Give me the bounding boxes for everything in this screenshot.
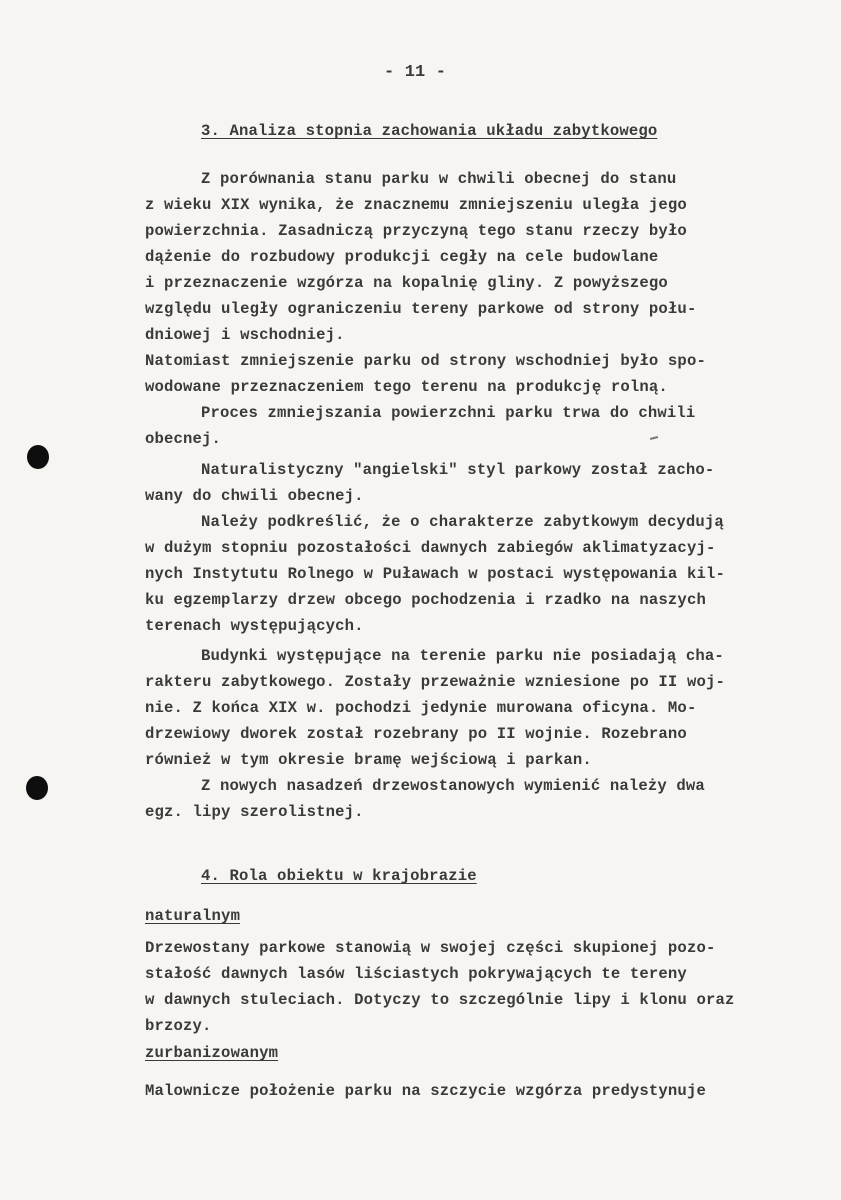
text-line: Drzewostany parkowe stanowią w swojej części skupionej pozo- — [145, 939, 716, 957]
text-line: również w tym okresie bramę wejściową i parkan. — [145, 751, 592, 769]
text-line: wany do chwili obecnej. — [145, 487, 364, 505]
section-4-heading: 4. Rola obiektu w krajobrazie — [201, 867, 477, 885]
text-line: nie. Z końca XIX w. pochodzi jedynie murowana oficyna. Mo- — [145, 699, 697, 717]
text-line: Należy podkreślić, że o charakterze zabytkowym decydują — [201, 513, 724, 531]
text-line: Natomiast zmniejszenie parku od strony wschodniej było spo- — [145, 352, 706, 370]
page-number: - 11 - — [384, 63, 447, 82]
subsection-zurbanizowanym-label: zurbanizowanym — [145, 1044, 279, 1062]
text-line: w dawnych stuleciach. Dotyczy to szczególnie lipy i klonu oraz — [145, 991, 735, 1009]
text-line: wodowane przeznaczeniem tego terenu na produkcję rolną. — [145, 378, 668, 396]
text-line: i przeznaczenie wzgórza na kopalnię gliny. Z powyższego — [145, 274, 668, 292]
subsection-naturalnym-label: naturalnym — [145, 907, 241, 925]
text-line: rakteru zabytkowego. Zostały przeważnie wzniesione po II woj- — [145, 673, 725, 691]
text-line: terenach występujących. — [145, 617, 364, 635]
text-line: Proces zmniejszania powierzchni parku trwa do chwili — [201, 404, 696, 422]
text-line: Malownicze położenie parku na szczycie wzgórza predystynuje — [145, 1082, 706, 1100]
text-line: z wieku XIX wynika, że znacznemu zmniejszeniu uległa jego — [145, 196, 687, 214]
text-line: Naturalistyczny "angielski" styl parkowy został zacho- — [201, 461, 715, 479]
text-line: drzewiowy dworek został rozebrany po II wojnie. Rozebrano — [145, 725, 687, 743]
text-line: powierzchnia. Zasadniczą przyczyną tego stanu rzeczy było — [145, 222, 687, 240]
text-line: względu uległy ograniczeniu tereny parkowe od strony połu- — [145, 300, 697, 318]
text-line: nych Instytutu Rolnego w Puławach w postaci występowania kil- — [145, 565, 725, 583]
text-line: dążenie do rozbudowy produkcji cegły na cele budowlane — [145, 248, 659, 266]
text-line: w dużym stopniu pozostałości dawnych zabiegów aklimatyzacyj- — [145, 539, 716, 557]
section-3-heading: 3. Analiza stopnia zachowania układu zabytkowego — [201, 122, 658, 140]
text-line: Z nowych nasadzeń drzewostanowych wymienić należy dwa — [201, 777, 705, 795]
text-line: Z porównania stanu parku w chwili obecnej do stanu — [201, 170, 677, 188]
punch-hole-bottom — [26, 776, 48, 800]
text-line: Budynki występujące na terenie parku nie posiadają cha- — [201, 647, 724, 665]
stray-pencil-mark — [650, 436, 658, 440]
text-line: brzozy. — [145, 1017, 212, 1035]
punch-hole-top — [27, 445, 49, 469]
text-line: dniowej i wschodniej. — [145, 326, 345, 344]
text-line: stałość dawnych lasów liściastych pokrywających te tereny — [145, 965, 687, 983]
text-line: obecnej. — [145, 430, 222, 448]
text-line: ku egzemplarzy drzew obcego pochodzenia i rzadko na naszych — [145, 591, 706, 609]
text-line: egz. lipy szerolistnej. — [145, 803, 364, 821]
